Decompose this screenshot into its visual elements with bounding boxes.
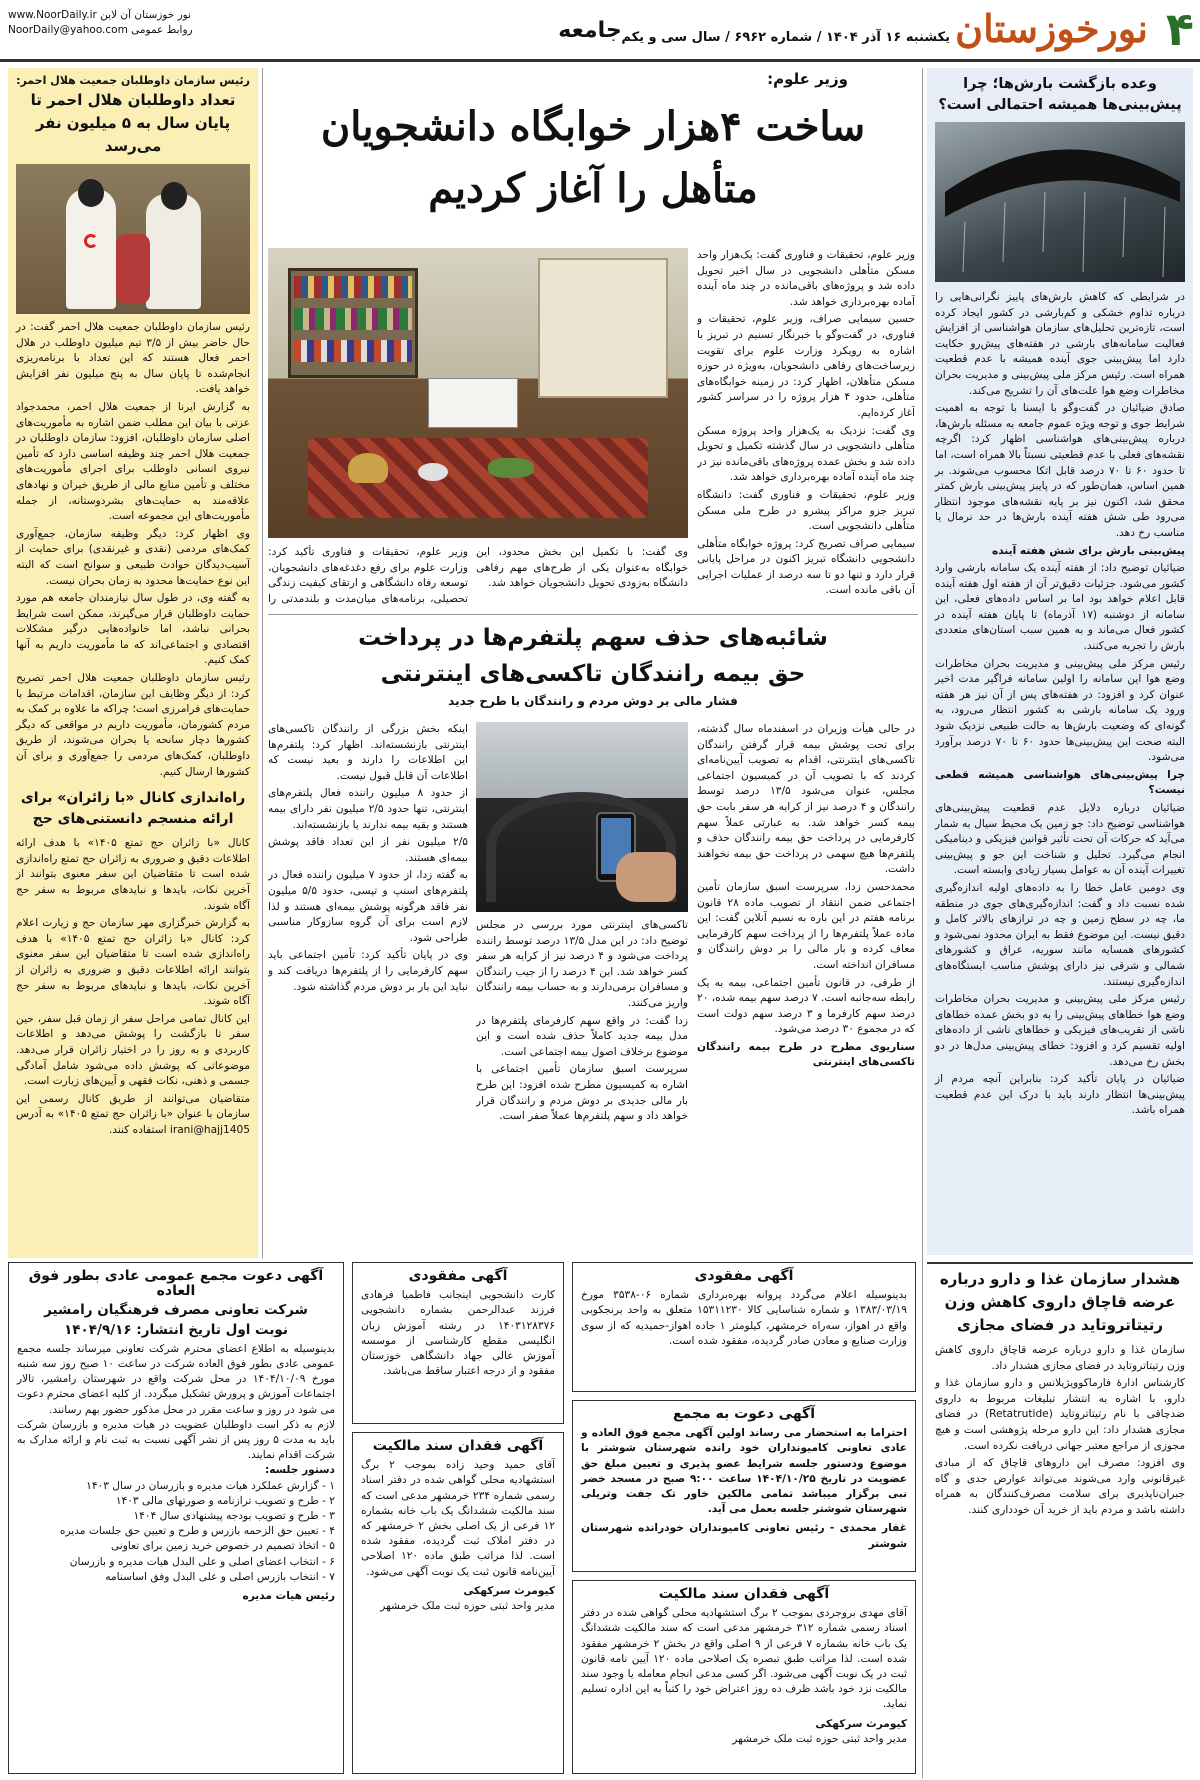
- taxi-subhead: فشار مالی بر دوش مردم و رانندگان با طرح جدید: [448, 694, 738, 708]
- taxi-headline-block: [268, 620, 918, 720]
- site-label: نور خوزستان آن لاین: [100, 9, 191, 21]
- newspaper-logo: نورخوزستان: [955, 6, 1148, 51]
- paragraph: متقاضیان می‌توانند از طریق کانال رسمی این سازمان با عنوان «با زائران حج تمتع ۱۴۰۵» به آدرس irani@hajj1405 استفاده کنند.: [16, 1092, 250, 1136]
- paragraph: وزیر علوم، تحقیقات و فناوری تأکید کرد: وزارت علوم برای رفع دغدغه‌های دانشجویان، توسعه رفاه دانشگاهی و ارتقای کیفیت زندگی تحصیلی، برنامه‌های میان‌مدت و بلندمدتی را: [268, 546, 468, 605]
- agenda-title: دستور جلسه:: [264, 1464, 335, 1477]
- paragraph: تاکسی‌های اینترنتی مورد بررسی در مجلس توضیح داد: در این مدل ۱۳/۵ درصد توسط راننده پرداخت می‌شود و ۴ درصد نیز از کرایه هر سفر کسر خواهد شد. این ۴ درصد را از جیب رانندگان و مسافران برمی‌دارند و به حساب بیمه رانندگان واریز می‌کنند.: [476, 919, 688, 1009]
- paragraph: در شرایطی که کاهش بارش‌های پاییز نگرانی‌هایی را درباره تداوم خشکی و کم‌بارشی در کشور ایجاد کرده است، تازه‌ترین تحلیل‌های سازمان هواشناسی از افزایش فعالیت سامانه‌های بارشی در هفته‌های پیش‌رو حکایت دارد اما پیش‌بینی جوی آینده همیشه با عدم قطعیت همراه است. رئیس مرکز ملی پیش‌بینی و مدیریت بحران مخاطرات وضع هوا علت‌های آن را تشریح می‌کند.: [935, 291, 1185, 397]
- paragraph: ضیائیان درباره دلایل عدم قطعیت پیش‌بینی‌های هواشناسی توضیح داد: جو زمین یک محیط سیال به شمار می‌آید که حرکات آن تحت تأثیر قوانین فیزیکی و دینامیکی انجام می‌گیرد. تحلیل و شناخت این جو و پیش‌بینی تغییرات آینده آن به عوامل بسیار زیادی وابسته است.: [935, 802, 1185, 877]
- paragraph: رئیس سازمان داوطلبان جمعیت هلال احمر گفت: در حال حاضر بیش از ۳/۵ تیم میلیون داوطلب در هلال احمر فعال هستند که این تعداد با برنامه‌ریزی انجام‌شده تا پایان سال به پنج میلیون نفر افزایش خواهد یافت.: [16, 321, 250, 396]
- ad-cooperative-meeting: [572, 1400, 916, 1572]
- ad-body: بدینوسیله به اطلاع اعضای محترم شرکت تعاونی میرساند جلسه مجمع عمومی عادی بطور فوق العاده شرکت در ساعت ۱۰ صبح روز سه شنبه مورخ ۱۴۰۴/۱۰/۰۹ در محل شرکت واقع در شهرستان رامشیر، تالار اجتماعات آموزش و پرورش تشکیل میگردد. از کلیه اعضای محترم دعوت می شود در روز و ساعت مقرر در محل مذکور حضور بهم رسانند.: [17, 1342, 335, 1416]
- food-drug-headline: هشدار سازمان غذا و دارو درباره عرضه قاچاق داروی کاهش وزن رتیتاتروتاید در فضای مجازی: [939, 1270, 1181, 1334]
- ad-date: نوبت اول تاریخ انتشار: ۱۴۰۴/۹/۱۶: [64, 1321, 288, 1338]
- agenda-item: ۵ - اتخاذ تصمیم در خصوص خرید زمین برای تعاونی: [110, 1540, 335, 1553]
- paragraph: زدا گفت: در واقع سهم کارفرمای پلتفرم‌ها در مدل بیمه جدید کاملاً حذف شده است و این موضوع برخلاف اصول بیمه اجتماعی است.: [476, 1014, 688, 1058]
- paragraph: وزیر علوم، تحقیقات و فناوری گفت: دانشگاه تبریز جزو مراکز پیشرو در طرح ملی مسکن متأهلی دانشجویی است.: [697, 488, 915, 533]
- ad-title: آگهی مفقودی: [694, 1268, 794, 1284]
- ad-body: کارت دانشجویی اینجانب فاطمیا فرهادی فرزند عبدالرحمن بشماره دانشجویی ۱۴۰۳۱۲۸۳۷۶ در رشته آموزش زبان انگلیسی مقطع کارشناسی از موسسه آموزش عالی جهاد دانشگاهی خوزستان مفقود و از درجه اعتبار ساقط می‌باشد.: [361, 1289, 555, 1378]
- driver-phone-photo: [476, 722, 688, 912]
- paragraph: کانال «با زائران حج تمتع ۱۴۰۵» با هدف ارائه اطلاعات دقیق و ضروری به زائران حج تمتع راه‌اندازی شده است تا متقاضیان این سفر معنوی بتوانند از آخرین نکات، بایدها و نبایدهای مربوط به سفر حج آگاه شوند.: [16, 837, 250, 912]
- section-title: جامعه: [558, 18, 622, 43]
- issue-line: یکشنبه ۱۶ آذر ۱۴۰۴ / شماره ۶۹۶۲ / سال سی و یکم: [621, 30, 950, 45]
- red-crescent-body: [16, 320, 250, 780]
- red-crescent-headline: تعداد داوطلبان هلال احمر تا پایان سال به ۵ میلیون نفر می‌رسد: [30, 91, 236, 155]
- paragraph: ۲/۵ میلیون نفر از این تعداد فاقد پوشش بیمه‌ای هستند.: [268, 836, 468, 864]
- taxi-headline: شائبه‌های حذف سهم پلتفرم‌ها در پرداخت حق بیمه رانندگان تاکسی‌های اینترنتی: [358, 625, 828, 687]
- agenda-item: ۷ - انتخاب بازرس اصلی و علی البدل وفق اساسنامه: [105, 1570, 335, 1583]
- paragraph: به گزارش ایرنا از جمعیت هلال احمر، محمدجواد عزتی با بیان این مطلب ضمن اشاره به مأموریت‌های اصلی سازمان داوطلبان، افزود: سازمان داوطلبان در جمعیت هلال احمر چند وظیفه اساسی دارد که تأمین نیروی انسانی داوطلب برای اجرای مأموریت‌های مختلف و تأمین منابع مالی از طریق خیران و نهادهای علاقه‌مند به حمایت‌های بشردوستانه، از جمله مأموریت‌های این مجموعه است.: [16, 400, 250, 523]
- red-crescent-kicker: رئیس سازمان داوطلبان جمعیت هلال احمر:: [16, 74, 250, 87]
- ad-subtitle: شرکت تعاونی مصرف فرهنگیان رامشیر: [44, 1302, 308, 1319]
- paragraph: سازمان غذا و دارو درباره عرضه قاچاق داروی کاهش وزن رتیتاتروتاید در فضای مجازی هشدار داد.: [935, 1344, 1185, 1372]
- red-crescent-icon: [84, 234, 98, 248]
- right-article-body: [935, 290, 1185, 1119]
- rain-umbrella-photo: [935, 122, 1185, 282]
- ad-title: آگهی دعوت مجمع عمومی عادی بطور فوق العاده: [28, 1268, 324, 1300]
- ad-body: احتراما به استحضار می رساند اولین آگهی مجمع فوق العاده و عادی تعاونی کامیونداران خود رانده شهرستان شوشتر با موضوع ودستور جلسه شرایط عضو پذیری و تعیین مبلغ حق عضویت در تاریخ ۱۴۰۴/۱۰/۲۵ ساعت ۹:۰۰ صبح در مسجد خضر نبی برگزار میباشد تمامی مالکین خاور تک جفت وتریلی شهرستان شوشتر جلسه بعمل می آید.: [581, 1427, 907, 1516]
- paragraph: صادق ضیائیان در گفت‌وگو با ایسنا با توجه به اهمیت شرایط جوی و توجه ویژه عموم جامعه به مسئله بارش‌ها، درباره پیش‌بینی‌های هواشناسی اظهار کرد: اگرچه نقشه‌های فعلی با عدم قطعیتی نسبتاً بالا همراه است، اما تا حدود ۶۰ تا ۷۰ درصد قابل اتکا محسوب می‌شوند. بر همین اساس، همان‌طور که در پایبز پیش‌بینی بارش کمتر محقق شد، اکنون نیز بر پایه نقشه‌های موجود انتظار می‌رود طی شش هفته آینده بارش‌ها در حد نرمال یا مناسب رخ دهد.: [935, 402, 1185, 539]
- ad-signature: کیومرث سرکهکی: [463, 1584, 555, 1597]
- paragraph: ضیائیان در پایان تأکید کرد: بنابراین آنچه مردم از پیش‌بینی‌ها انتظار دارند باید با درک این عدم قطعیت همراه باشد.: [935, 1073, 1185, 1117]
- column-divider: [922, 68, 923, 1778]
- ad-signature: غفار محمدی - رئیس تعاونی کامیونداران خودرانده شهرستان شوشتر: [581, 1522, 907, 1550]
- paragraph: وی گفت: نزدیک به یک‌هزار واحد پروژه مسکن متأهلی دانشجویی در سال گذشته تکمیل و تحویل داده شد و بخش عمده پروژه‌های باقی‌مانده نیز در چند ماه آینده آماده بهره‌برداری خواهد شد.: [697, 424, 915, 484]
- agenda-item: ۳ - طرح و تصویب بودجه پیشنهادی سال ۱۴۰۴: [133, 1510, 335, 1523]
- paragraph: وی گفت: با تکمیل این بخش محدود، این خوابگاه به‌عنوان یکی از طرح‌های مهم رفاهی دانشگاه به‌زودی تحویل دانشجویان خواهد شد.: [476, 546, 688, 590]
- paragraph: وی افزود: مصرف این داروهای قاچاق که از مبادی غیرقانونی وارد می‌شوند می‌تواند عوارض جدی و گاه جبران‌ناپذیری برای سلامت مصرف‌کنندگان به همراه داشته باشد و مردم باید از خرید آن خودداری کنند.: [935, 1457, 1185, 1516]
- site-email[interactable]: NoorDaily@yahoo.com: [8, 24, 128, 36]
- ad-lost-license: [572, 1262, 916, 1392]
- paragraph: رئیس سازمان داوطلبان جمعیت هلال احمر تصریح کرد: از دیگر وظایف این سازمان، اقدامات مرتبط با حمایت‌های فرامرزی است؛ چراکه ما علاوه بر کمک به مردم کشورمان، مأموریت داریم در مواقعی که دیگر کشورها دچار سانحه یا بحران می‌شوند، از طریق داوطلبان، کمک‌های مردمی را جمع‌آوری و برای آن کشورها ارسال کنیم.: [15, 672, 250, 778]
- paragraph: به گزارش خبرگزاری مهر سازمان حج و زیارت اعلام کرد: کانال «با زائران حج تمتع ۱۴۰۵» با هدف راه‌اندازی شده است تا متقاضیان این سفر معنوی بتوانند ارائه اطلاعات دقیق و ضروری به زائران از آخرین نکات، بایدها و نبایدهای مربوط به سفر حج آگاه شوند.: [16, 917, 250, 1008]
- main-article-right-text: [697, 248, 915, 608]
- section-divider: [268, 614, 918, 615]
- paragraph: وی دومین عامل خطا را به داده‌های اولیه اندازه‌گیری شده نسبت داد و گفت: اندازه‌گیری‌های جوی در منطقه ما، چه در سطح زمین و چه در ترازهای بالاتر کامل و دقیق نیست. این موضوع فقط به ایران محدود نمی‌شود و کشورهای همسایه مانند سوریه، عراق و کشورهای شمالی و شرقی نیز دارای پوشش مناسب ایستگاه‌های اندازه‌گیری نیستند.: [935, 881, 1185, 988]
- page-number: ۴: [1165, 2, 1194, 56]
- masthead: [0, 0, 1200, 62]
- agenda-item: ۶ - انتخاب اعضای اصلی و علی البدل هیات مدیره و بازرسان: [69, 1555, 335, 1568]
- paragraph: وزیر علوم، تحقیقات و فناوری گفت: یک‌هزار واحد مسکن متأهلی دانشجویی در سال اخیر تحویل داده شد و پروژه‌های باقی‌مانده در چند ماه آینده آماده بهره‌برداری خواهد شد.: [697, 249, 915, 308]
- paragraph: این کانال تمامی مراحل سفر از زمان قبل سفر، حین سفر تا بازگشت را پوشش می‌دهد و اطلاعات کاربردی و به روز را در اختیار زائران قرار می‌دهد. موضوعاتی که پوشش داده می‌شود شامل آمادگی جسمی و ذهنی، نکات فقهی و آیین‌های زیارت است.: [16, 1012, 250, 1088]
- paragraph: رئیس مرکز ملی پیش‌بینی و مدیریت بحران مخاطرات وضع هوا خطاهای پیش‌بینی را به دو بخش عمده خطاهای ناشی از تقریب‌های فیزیکی و خطاهای ناشی از داده‌های اولیه تقسیم کرد و افزود: خطای پیش‌بینی مدل‌ها در دو بخش رخ می‌دهد.: [935, 993, 1185, 1068]
- taxi-mid-text: [476, 918, 688, 1232]
- ad-signature-title: مدیر واحد ثبتی حوزه ثبت ملک خرمشهر: [380, 1600, 555, 1613]
- ad-body: آقای مهدی بروجردی بموجب ۲ برگ استشهادیه محلی گواهی شده در دفتر اسناد رسمی شماره ۳۱۲ خرمشهر مدعی است که سند مالکیت ششدانگ یک باب خانه بشماره ۷ فرعی از ۹ اصلی واقع در بخش ۲ خرمشهر مفقود شده است. لذا مراتب طبق تبصره یک اصلاحی ماده ۱۲۰ آیین نامه قانون ثبت در یک نوبت آگهی می‌شود. اگر کسی مدعی انجام معامله یا وجود سند مالکیت نزد خود باشد ظرف ده روز اعتراض خود را کتباً به این اداره تسلیم نماید.: [581, 1607, 908, 1711]
- main-kicker: وزیر علوم:: [767, 70, 848, 88]
- paragraph: از حدود ۸ میلیون راننده فعال پلتفرم‌های اینترنتی، تنها حدود ۲/۵ میلیون نفر دارای بیمه هستند و بقیه بیمه ندارند یا بازنشسته‌اند.: [268, 787, 468, 831]
- taxi-right-text: [697, 722, 915, 1232]
- main-headline-block: [268, 66, 918, 236]
- site-url[interactable]: www.NoorDaily.ir: [8, 9, 97, 21]
- ad-signature: رئیس هیات مدیره: [242, 1590, 335, 1603]
- subheading: چرا پیش‌بینی‌های هواشناسی همیشه قطعی نیست؟: [935, 768, 1185, 797]
- right-column-2: [927, 1262, 1193, 1777]
- hajj-channel-headline: راه‌اندازی کانال «با زائران» برای ارائه منسجم دانستنی‌های حج: [20, 790, 246, 828]
- paragraph: سیمایی صراف تصریح کرد: پروژه خوابگاه متأهلی دانشجویی دانشگاه تبریز اکنون در مراحل پایانی قرار دارد و تنها دو تا سه درصد از عملیات اجرایی آن باقی مانده است.: [697, 537, 915, 597]
- ad-title: آگهی فقدان سند مالکیت: [658, 1586, 830, 1602]
- ad-lost-student-card: [352, 1262, 564, 1424]
- site-info: [8, 8, 268, 38]
- subheading: پیش‌بینی بارش برای شش هفته آینده: [991, 544, 1185, 557]
- ad-title: آگهی مفقودی: [408, 1268, 508, 1284]
- ad-title: آگهی دعوت به مجمع: [672, 1406, 816, 1422]
- main-article-bottom-text-left: [268, 545, 468, 607]
- agenda-item: ۱ - گزارش عملکرد هیات مدیره و بازرسان در سال ۱۴۰۳: [86, 1479, 335, 1492]
- paragraph: وی اظهار کرد: دیگر وظیفه سازمان، جمع‌آوری کمک‌های مردمی (نقدی و غیرنقدی) برای حمایت از آسیب‌دیدگان حوادث طبیعی و سوانح است که البته این نوع حمایت‌ها محدود به زمان بحران نیست.: [16, 527, 250, 587]
- left-column: [8, 68, 258, 1258]
- paragraph: سرپرست اسبق سازمان تأمین اجتماعی با اشاره به کمیسیون مطرح شده افزود: این طرح بار مالی جدیدی بر دوش مردم و رانندگان قرار خواهد داد و سهم پلتفرم‌ها عملاً صفر است.: [476, 1063, 688, 1123]
- paragraph: وی در پایان تأکید کرد: تأمین اجتماعی باید سهم کارفرمایی را از پلتفرم‌ها دریافت کند و نباید این بار بر دوش مردم گذاشته شود.: [268, 949, 468, 993]
- paragraph: اینکه بخش بزرگی از رانندگان تاکسی‌های اینترنتی بازنشسته‌اند. اظهار کرد: پلتفرم‌ها این اطلاعات را دارند و بعید نیست که اطلاعات آن قابل قبول نیست.: [268, 723, 468, 782]
- agenda-item: ۴ - تعیین حق الزحمه بازرس و طرح و تعیین حق جلسات مدیره: [59, 1525, 335, 1538]
- ad-body: لازم به ذکر است داوطلبان عضویت در هیات مدیره و بازرسان شرکت باید به مدت ۵ روز پس از نشر آگهی نسبت به ثبت نام و ارائه مدارک به شرکت اقدام نمایند.: [17, 1418, 335, 1462]
- paragraph: حسین سیمایی صراف، وزیر علوم، تحقیقات و فناوری، در گفت‌وگو با خبرنگار تسنیم در تبریز با اشاره به رویکرد وزارت علوم برای تقویت زیرساخت‌های رفاهی دانشجویان، به‌ویژه در حوزه مسکن متأهلان، اظهار کرد: در زمینه خوابگاه‌های متأهلی، حدود ۴ هزار پروژه را در سراسر کشور آغاز کرده‌ایم.: [697, 313, 915, 419]
- right-article-title: وعده بازگشت بارش‌ها؛ چرا پیش‌بینی‌ها همیشه احتمالی است؟: [938, 76, 1182, 113]
- ad-body: بدینوسیله اعلام می‌گردد پروانه بهره‌برداری شماره ۰۶-۳۵۳۸ مورخ ۱۳۸۳/۰۳/۱۹ و شماره شناسایی کالا ۱۵۳۱۱۲۳۰ متعلق به واحد برنجکوبی واقع در اهواز، سه‌راه خرمشهر، کیلومتر ۱ جاده اهواز-حمیدیه که از سوی وزارت صنایع و معادن صادر گردیده، مفقود شده است.: [581, 1289, 907, 1347]
- main-headline: ساخت ۴هزار خوابگاه دانشجویان متأهل را آغاز کردیم: [320, 103, 866, 212]
- ad-title: آگهی فقدان سند مالکیت: [372, 1438, 544, 1454]
- paragraph: به گفته وی، در طول سال نیازمندان جامعه هم مورد حمایت داوطلبان قرار می‌گیرند، ممکن است شرایط بحرانی نباشد، اما خانواده‌هایی درگیر مشکلات اقتصادی و اجتماعی‌اند که ما مأموریت داریم به آنها کمک کنیم.: [16, 592, 250, 667]
- umbrella-icon: [935, 122, 1185, 282]
- ad-lost-deed-1: [352, 1432, 564, 1774]
- paragraph: رئیس مرکز ملی پیش‌بینی و مدیریت بحران مخاطرات وضع هوا این سامانه را اولین سامانه فراگیر مدت اخیر عنوان کرد و افزود: در هفته‌های پس از آن نیز هر هفته ورود یک سامانه بارشی به کشور انتظار می‌رود، به گونه‌ای که وضعیت بارش‌ها به حالت طبیعی نزدیک شود البته صحت این پیش‌بینی‌ها حدود ۶۰ تا ۷۰ درصد برآورد می‌شود.: [935, 657, 1185, 764]
- paragraph: ضیائیان توضیح داد: از هفته آینده یک سامانه بارشی وارد کشور می‌شود. جزئیات دقیق‌تر آن از هفته اول هفته آینده قابل اعلام خواهد بود اما بر اساس داده‌های فعلی، این سامانه از دوشنبه (۱۷ آذرماه) تا پایان هفته آینده در کشور فعال می‌ماند و به همین سبب استان‌های متعددی بارش را تجربه می‌کنند.: [935, 562, 1186, 653]
- ad-general-assembly: [8, 1262, 344, 1774]
- main-article-bottom-text-right: [476, 545, 688, 607]
- food-drug-body: [935, 1343, 1185, 1519]
- ad-signature: کیومرث سرکهکی: [815, 1717, 907, 1730]
- paragraph: در حالی هیأت وزیران در اسفندماه سال گذشته، برای تحت پوشش بیمه قرار گرفتن رانندگان تاکسی‌های اینترنتی، اقدام به تصویب آیین‌نامه‌ای کردند که با تصویب آن در کمیسیون اجتماعی مجلس، عنوان می‌شود ۱۳/۵ درصد توسط رانندگان و ۴ درصد نیز از کرایه هر سفر بابت حق بیمه کسر خواهد شد. به عبارتی عملاً سهم کارفرمایی در پرداخت حق بیمه رانندگان حذف و پلتفرم‌ها هیچ سهمی در پرداخت حق بیمه نخواهند داشت.: [697, 723, 915, 876]
- paragraph: کارشناس ادارهٔ فارماکوویژیلانس و دارو سازمان غذا و دارو، با اشاره به انتشار تبلیغات مربوط به داروی ضدچاقی با نام رتیتاتروتاید (Retatrutide) در فضای مجازی هشدار داد: این دارو مرحله پژوهشی است و هیچ مجوزی از مراجع معتبر جهانی دریافت نکرده است.: [935, 1377, 1185, 1452]
- paragraph: محمدحسن زدا، سرپرست اسبق سازمان تأمین اجتماعی ضمن انتقاد از تصویب ماده ۲۸ قانون برنامه هفتم در این باره به نسیم آنلاین گفت: این ماده عملاً پلتفرم‌ها را از پرداخت سهم کارفرمایی معاف کرده و بار مالی را بر دوش رانندگان و مسافران انداخته است.: [697, 880, 915, 971]
- right-column: [927, 68, 1193, 1255]
- paragraph: به گفته زدا، از حدود ۷ میلیون راننده فعال در پلتفرم‌های اسنپ و تپسی، حدود ۵/۵ میلیون نفر فاقد هرگونه پوشش بیمه‌ای هستند و لذا لازم است برای آن گروه سازوکار مناسبی طراحی شود.: [268, 869, 468, 944]
- taxi-left-text: [268, 722, 468, 1232]
- site-email-label: روابط عمومی: [131, 24, 193, 36]
- ad-signature-title: مدیر واحد ثبتی حوزه ثبت ملک خرمشهر: [732, 1732, 907, 1745]
- dorm-room-photo: [268, 248, 688, 538]
- agenda-item: ۲ - طرح و تصویب ترازنامه و صورتهای مالی ۱۴۰۳: [115, 1494, 335, 1507]
- hajj-channel-body: [16, 836, 250, 1138]
- volunteers-photo: [16, 164, 250, 314]
- ad-body: آقای حمید وحید زاده بموجب ۲ برگ استشهادیه محلی گواهی شده در دفتر اسناد رسمی شماره ۲۳۴ خرمشهر مدعی است که سند مالکیت ششدانگ یک باب خانه بشماره ۱۲ فرعی از یک اصلی بخش ۲ خرمشهر که در دفتر املاک ثبت گردیده، مفقود شده است. لذا مراتب طبق ماده ۱۲۰ اصلاحی آیین‌نامه قانون ثبت یک نوبت آگهی می‌شود.: [361, 1459, 555, 1578]
- subheading: سناریوی مطرح در طرح بیمه رانندگان تاکسی‌های اینترنتی: [697, 1040, 915, 1069]
- paragraph: از طرفی، در قانون تأمین اجتماعی، بیمه به یک رابطه سه‌جانبه است. ۷ درصد سهم بیمه شده، ۲۰ درصد سهم کارفرما و ۳ درصد سهم دولت است که در مجموع ۳۰ درصد می‌شود.: [697, 976, 915, 1036]
- ad-lost-deed-2: [572, 1580, 916, 1774]
- column-divider: [262, 68, 263, 1258]
